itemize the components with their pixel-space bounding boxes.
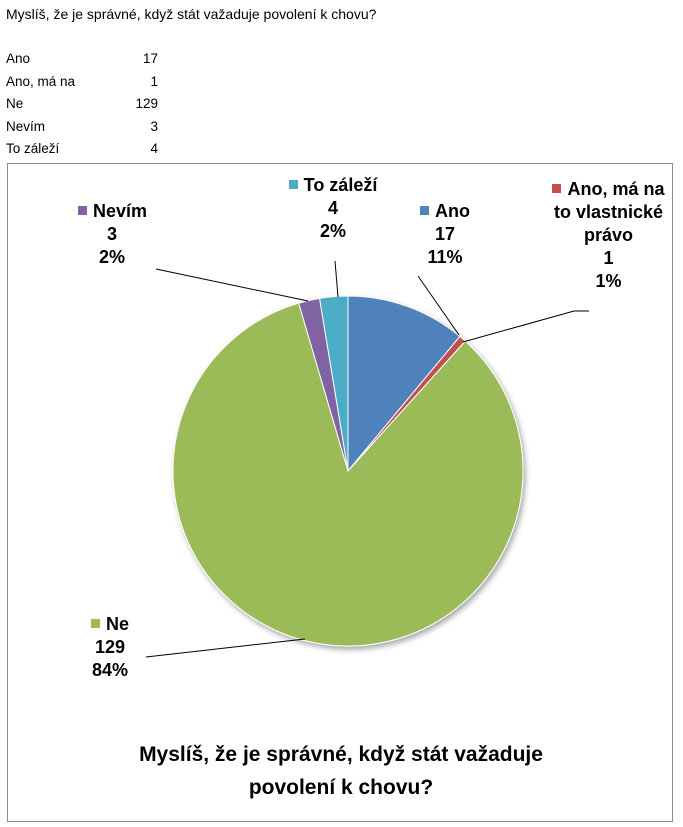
chart-title [8,738,674,804]
data-label-value: 129 [94,637,126,657]
table-row [6,71,158,94]
table-row [6,48,158,71]
legend-key [78,206,87,215]
data-label-percent: 1% [595,271,622,291]
data-label-value: 4 [327,198,338,218]
data-label-percent: 2% [98,247,125,267]
legend-key [91,619,100,628]
data-label-2 [70,613,150,682]
leader-line-3 [156,269,308,301]
chart-area [7,163,673,822]
table-cell-label: Ano, má na [6,73,76,89]
data-label-category: Ne [105,614,129,634]
chart-title-line-1: Myslíš, že je správné, když stát važaduje [139,743,543,766]
legend-key [289,180,298,189]
data-label-category: právo [583,225,634,245]
table-cell-value: 1 [150,73,158,89]
table-row [6,138,158,161]
data-label-category: Ano, má na [567,179,665,199]
chart-title-line-2: povolení k chovu? [248,776,434,799]
table-cell-value: 4 [150,141,158,156]
data-label-value: 1 [603,248,614,268]
table-cell-label: To záleží [6,141,60,156]
table-row [6,116,158,139]
table-cell-value: 3 [150,118,158,134]
data-label-1 [546,178,671,293]
data-label-category: To záleží [303,175,378,195]
table-row [6,93,158,116]
data-label-percent: 11% [427,247,463,267]
data-label-category: Ano [435,201,470,221]
leader-line-1 [463,311,589,342]
data-label-percent: 2% [319,221,346,241]
leader-line-2 [146,639,305,657]
data-label-0 [415,200,475,269]
legend-key [420,206,429,215]
table-cell-value: 17 [142,51,158,66]
legend-key [552,184,561,193]
data-label-category: to vlastnické [553,202,664,222]
data-label-4 [278,174,388,243]
table-cell-value: 129 [135,96,158,111]
question-text: Myslíš, že je správné, když stát važaduje povolení k chovu? [6,6,377,22]
data-table [6,48,158,161]
leader-line-4 [335,261,338,297]
table-cell-label: Ne [6,96,24,111]
data-label-value: 17 [434,224,456,244]
table-cell-label: Ano [6,51,31,66]
table-cell-label: Nevím [6,118,46,134]
data-label-percent: 84% [91,660,129,680]
data-label-value: 3 [106,224,117,244]
data-label-category: Nevím [93,201,148,221]
data-label-3 [78,200,146,269]
